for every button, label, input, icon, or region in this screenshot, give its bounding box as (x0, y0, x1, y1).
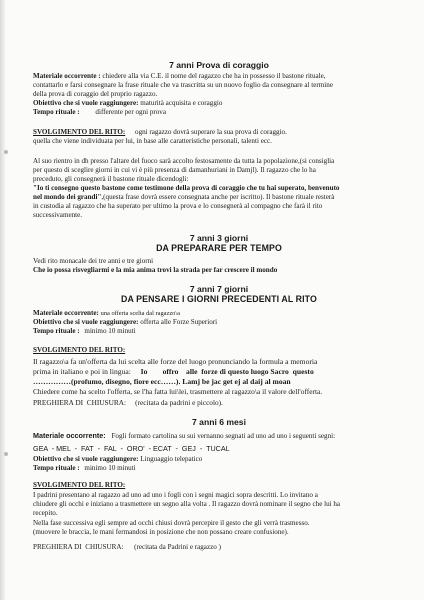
section-subtitle: DA PREPARARE PER TEMPO (156, 243, 282, 253)
text-line: in custodia al ragazzo che ha superato per ultimo la prova e lo consegnerà al compagno che farà il rito (33, 202, 323, 210)
material-line (33, 309, 180, 318)
text-line: ogni ragazzo dovrà superare la sua prova di coraggio. (135, 128, 287, 136)
time-line (33, 108, 166, 117)
text-line: quella che viene individuata per lui, in base alle caratteristiche personali, talenti ecc. (33, 137, 272, 145)
text-line: Il ragazzo\a fa un'offerta da lui scelta alle forze del luogo pronunciando la formula a memoria (33, 357, 318, 366)
objective-label: Obiettivo che si vuole raggiungere: (33, 455, 139, 463)
text-line: Che io possa risvegliarmi e la mia anima trovi la strada per far crescere il mondo (33, 266, 278, 274)
text-line: Vedi rito monacale dei tre anni e tre giorni (33, 257, 154, 265)
time-value: differente per ogni prova (95, 108, 167, 116)
punch-hole (4, 150, 8, 154)
time-label: Tempo rituale : (33, 327, 80, 335)
material-label: Materiale occorrente: (33, 309, 99, 317)
closing-line: PREGHIERA DI CHIUSURA: (recitata da Padrini e ragazzo ) (33, 543, 221, 551)
formula-line: Io offro alle forze di questo luogo Sacro questo (140, 367, 314, 376)
objective-line (33, 99, 222, 108)
closing-line: PREGHIERA DI CHIUSURA: (recitata da padrini e piccolo). (33, 398, 223, 407)
text-line: (muovere le braccia, le mani fermandosi in posizione che non possano creare confusione). (33, 528, 289, 536)
quote-text: nel mondo dei grandi" (33, 193, 102, 201)
text-line: ,(questa frase dovrà essere consegnata anche per iscritto). Il bastone rituale resterà (101, 193, 335, 201)
text-line: recepito. (33, 509, 58, 517)
objective-line (33, 318, 217, 327)
time-value: minimo 10 minuti (84, 327, 136, 335)
quote-line (33, 193, 334, 202)
rito-label: SVOLGIMENTO DEL RITO: (33, 128, 126, 136)
text-line: I padrini presentano al ragazzo ad uno ad uno i fogli con i segni magici sopra descritti. Lo invitano a (33, 491, 318, 499)
section-title: 7 anni 7 giorni (189, 284, 249, 294)
scan-edge (0, 0, 6, 600)
material-value: Fogli formato cartolina su sui vernanno segnati ad uno ad uno i seguenti segni: (111, 432, 336, 440)
objective-value: offerta alle Forze Superiori (140, 318, 218, 326)
rito-label: SVOLGIMENTO DEL RITO: (33, 481, 126, 489)
material-line (33, 72, 326, 81)
text-line: per questo di sceglire giorni in cui vi è più presenza di damanhuriani in Damjl). Il ragazzo che lo ha (33, 166, 316, 174)
material-value: una offerta scelta dal ragazzo\a (100, 310, 180, 317)
material-line (33, 431, 335, 441)
section-subtitle: DA PENSARE I GIORNI PRECEDENTI AL RITO (121, 294, 317, 304)
section-title: 7 anni 6 mesi (192, 417, 246, 427)
punch-hole (4, 452, 8, 456)
text-line: chiudere gli occhi e iniziano a trasmettere un segno alla volta . Il ragazzo dovrà nominare il segno che lui ha (33, 500, 341, 508)
text-line: Nella fase successiva egli sempre ad occhi chiusi dovrà percepire il gesto che gli verrà trasmesso. (33, 519, 310, 527)
signs-line: GEA - MEL - FAT - FAL - ORO' - ECAT - GEJ - TUCAL (33, 444, 230, 453)
quote-line: "Io ti consegno questo bastone come testimone della prova di coraggio che tu hai superato, benvenuto (33, 184, 340, 192)
text-line: successivamente. (33, 211, 83, 219)
time-label: Tempo rituale : (33, 108, 80, 116)
material-label: Materiale occorrente: (33, 431, 106, 440)
objective-value: maturità acquisita e coraggio (140, 99, 223, 107)
time-value: minimo 10 minuti (84, 464, 136, 472)
objective-label: Obiettivo che si vuole raggiungere: (33, 318, 139, 326)
text-line-a: prima in italiano e poi in lingua: (33, 367, 131, 376)
time-label: Tempo rituale : (33, 464, 80, 472)
time-line (33, 464, 136, 473)
material-label: Materiale occorrente : (33, 72, 101, 80)
text-line: Al suo rientro in dh presso l'altare del fuoco sarà accolto festosamente da tutta la popolazione,(si consiglia (33, 157, 335, 165)
objective-label: Obiettivo che si vuole raggiungere: (33, 99, 139, 107)
text-line (33, 367, 314, 377)
rito-label: SVOLGIMENTO DEL RITO: (33, 346, 126, 354)
rito-line (33, 128, 287, 137)
material-value: chiedere alla via C.E. il nome del ragazzo che ha in possesso il bastone rituale, (102, 72, 326, 80)
objective-value: Linguaggio telepatico (140, 455, 203, 463)
text-line: della prova di coraggio del proprio ragazzo. (33, 90, 158, 98)
text-line: preceduto, gli consegnerà il bastone rituale dicendogli: (33, 175, 189, 183)
objective-line (33, 455, 202, 464)
formula-line: ……………(profumo, disegno, fiore ecc……). Lamj be jac get ej al daij al moan (33, 377, 291, 386)
time-line (33, 327, 136, 336)
section-title: 7 anni 3 giorni (189, 233, 249, 243)
text-line: Chiedere come ha scelto l'offerta, se l'ha fatta lui\lei, trasmettere al ragazzo\a il valore dell'offerta. (33, 387, 323, 396)
text-line: contattarlo e farsi consegnare la frase rituale che va trascritta su un nuovo foglio da consegnare al termine (33, 81, 333, 89)
section-title: 7 anni Prova di coraggio (169, 60, 269, 70)
